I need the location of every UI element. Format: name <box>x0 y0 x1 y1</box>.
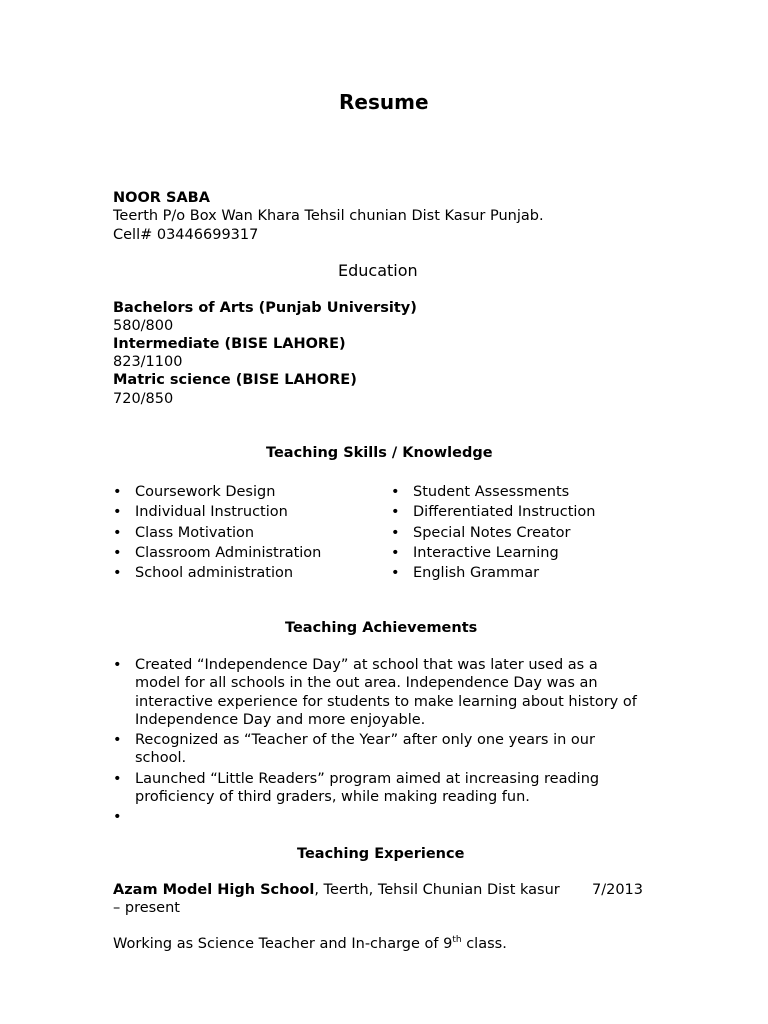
skill-item: • Classroom Administration <box>113 543 321 563</box>
skill-item: • Student Assessments <box>391 482 595 502</box>
education-degree: Matric science (BISE LAHORE) <box>113 372 357 388</box>
education-marks: 823/1100 <box>113 354 183 370</box>
achievement-item <box>113 808 643 826</box>
contact-name: NOOR SABA <box>113 190 210 206</box>
education-marks: 720/850 <box>113 391 174 407</box>
skill-item: • Coursework Design <box>113 482 321 502</box>
skill-item: • Individual Instruction <box>113 502 321 522</box>
education-marks: 580/800 <box>113 318 174 334</box>
experience-role-text: Working as Science Teacher and In-charge of 9 <box>113 936 453 952</box>
experience-present: – present <box>113 900 180 916</box>
experience-date: 7/2013 <box>592 882 644 898</box>
experience-role-suffix: class. <box>461 936 507 952</box>
skill-item: • Class Motivation <box>113 523 321 543</box>
skill-item: • Differentiated Instruction <box>391 502 595 522</box>
experience-heading: Teaching Experience <box>297 846 465 862</box>
experience-location: , Teerth, Tehsil Chunian Dist kasur <box>314 882 560 898</box>
achievement-item: • Launched “Little Readers” program aimed at increasing reading proficiency of third graders, while making reading fun. <box>113 770 643 807</box>
page-title: Resume <box>339 90 429 114</box>
skills-heading: Teaching Skills / Knowledge <box>266 445 493 461</box>
education-heading: Education <box>338 261 418 280</box>
skill-item: • School administration <box>113 563 321 583</box>
achievement-item: • Created “Independence Day” at school that was later used as a model for all schools in the out area. Independence Day was an interactive experience for students to make learning about history of Independence Day and more enjoyable. <box>113 656 643 729</box>
experience-school: Azam Model High School <box>113 882 315 898</box>
education-degree: Bachelors of Arts (Punjab University) <box>113 300 417 316</box>
contact-cell: Cell# 03446699317 <box>113 227 259 243</box>
skill-item: • Interactive Learning <box>391 543 595 563</box>
experience-role-superscript: th <box>452 935 462 945</box>
skills-list-left <box>113 482 321 583</box>
achievement-item: • Recognized as “Teacher of the Year” after only one years in our school. <box>113 731 643 768</box>
education-degree: Intermediate (BISE LAHORE) <box>113 336 346 352</box>
skill-item: • Special Notes Creator <box>391 523 595 543</box>
achievements-list <box>113 656 643 826</box>
contact-address: Teerth P/o Box Wan Khara Tehsil chunian Dist Kasur Punjab. <box>113 208 544 224</box>
experience-entry <box>113 881 560 899</box>
skill-item: • English Grammar <box>391 563 595 583</box>
achievements-heading: Teaching Achievements <box>285 620 478 636</box>
experience-role <box>113 935 507 953</box>
skills-list-right <box>391 482 595 583</box>
